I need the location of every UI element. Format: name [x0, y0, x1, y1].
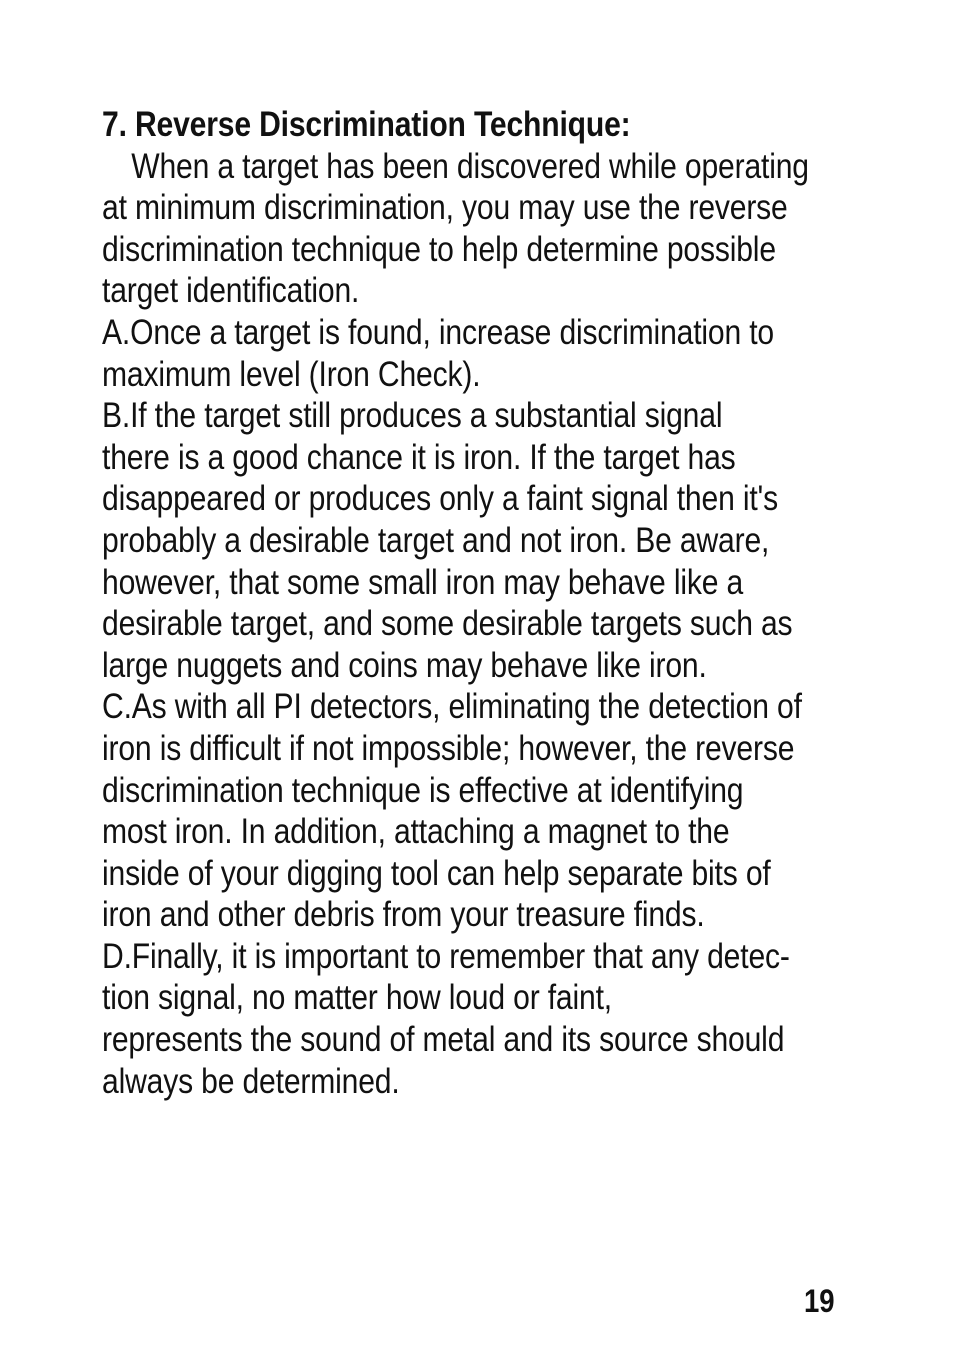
list-item-c-line: iron and other debris from your treasure finds.	[102, 895, 705, 935]
list-label-c: C.	[102, 687, 132, 727]
list-item-a-first-line	[102, 312, 775, 354]
list-item-b-line: however, that some small iron may behave like a	[102, 562, 744, 602]
list-item-b-first-line	[102, 395, 756, 437]
list-item-c-line: discrimination technique is effective at identifying	[102, 770, 744, 810]
list-item-b-line: there is a good chance it is iron. If the target has	[102, 437, 736, 477]
list-item-b-line: probably a desirable target and not iron. Be aware,	[102, 520, 770, 560]
list-label-a: A.	[102, 312, 131, 352]
manual-page	[102, 104, 862, 1102]
list-item-d-line: represents the sound of metal and its source should	[102, 1020, 785, 1060]
list-item-d-first-line	[102, 936, 790, 978]
intro-line: When a target has been discovered while operating	[131, 146, 809, 186]
list-item-c-first-line	[102, 686, 802, 728]
section-heading: 7. Reverse Discrimination Technique:	[102, 105, 631, 144]
list-item-b-line: disappeared or produces only a faint signal then it's	[102, 479, 778, 519]
page-number: 19	[804, 1283, 835, 1319]
list-item-c-text: As with all PI detectors, eliminating the detection of	[131, 687, 802, 727]
list-item-b-line: large nuggets and coins may behave like iron.	[102, 645, 707, 685]
intro-line: discrimination technique to help determine possible	[102, 229, 776, 269]
list-label-b: B.	[102, 396, 131, 436]
list-item-a-line: maximum level (Iron Check).	[102, 354, 481, 394]
list-item-b-line: desirable target, and some desirable targets such as	[102, 604, 793, 644]
intro-line: at minimum discrimination, you may use the reverse	[102, 188, 788, 228]
list-item-b-text: If the target still produces a substantial signal	[130, 396, 723, 436]
list-item-d-text: Finally, it is important to remember that any detec-	[131, 936, 790, 976]
list-item-c-line: most iron. In addition, attaching a magnet to the	[102, 812, 730, 852]
list-item-a-text: Once a target is found, increase discrimination to	[130, 312, 775, 352]
list-label-d: D.	[102, 936, 132, 976]
list-item-d-line: tion signal, no matter how loud or faint,	[102, 978, 612, 1018]
list-item-d-line: always be determined.	[102, 1061, 400, 1101]
list-item-c-line: inside of your digging tool can help separate bits of	[102, 853, 771, 893]
intro-line: target identification.	[102, 271, 360, 311]
list-item-c-line: iron is difficult if not impossible; however, the reverse	[102, 728, 795, 768]
